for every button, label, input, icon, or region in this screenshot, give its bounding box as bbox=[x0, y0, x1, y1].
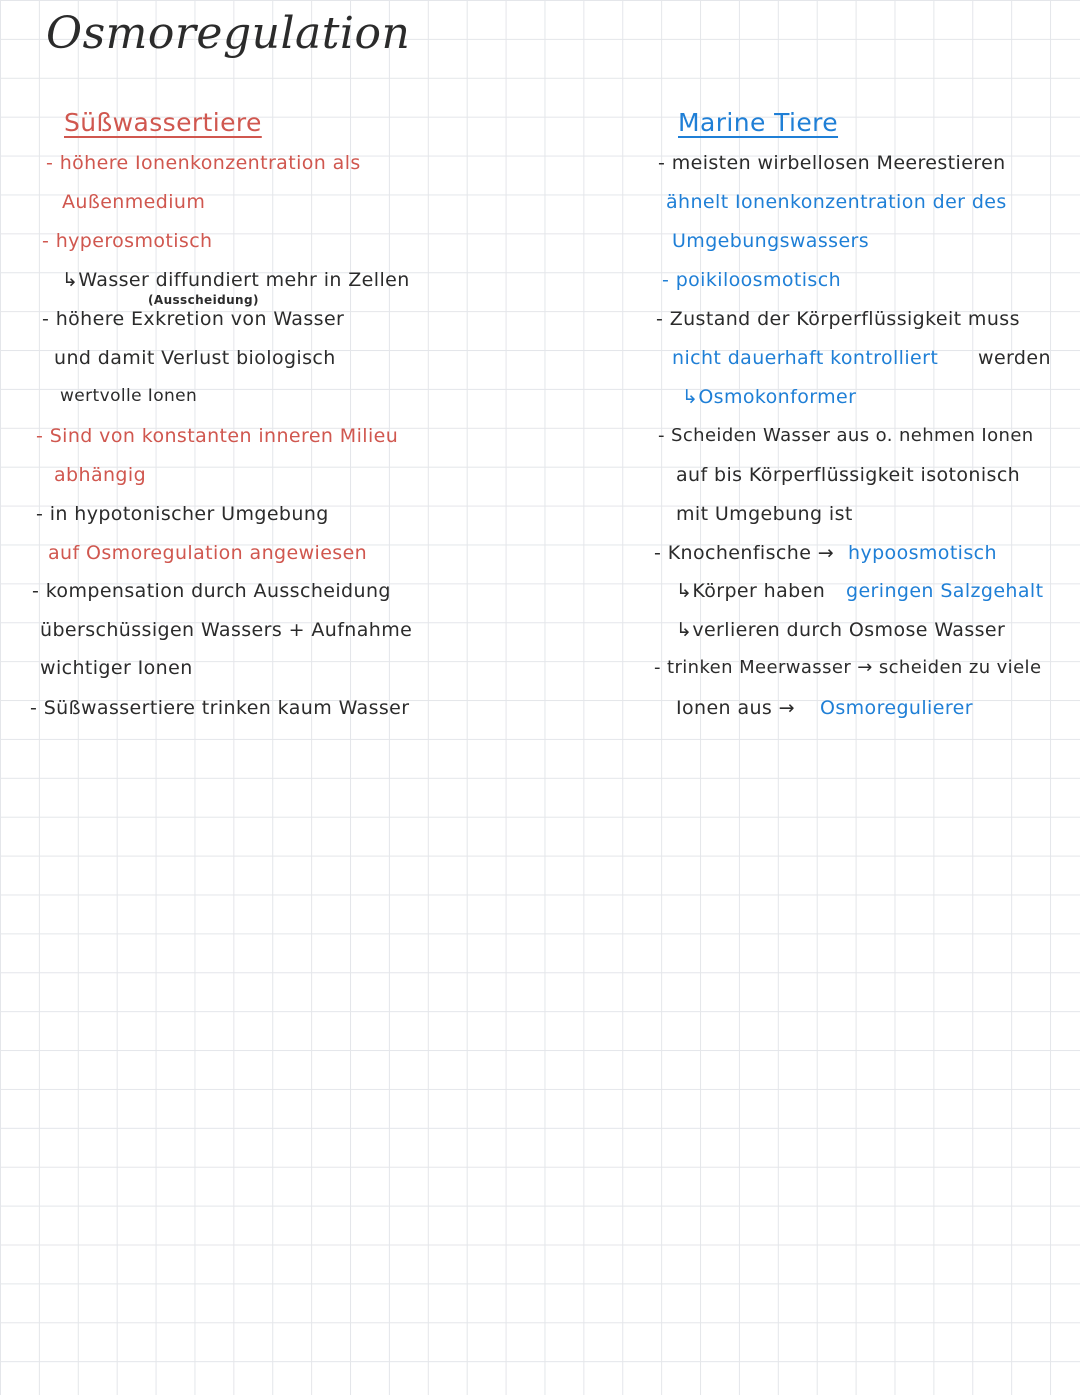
note-line: - höhere Exkretion von Wasser bbox=[42, 308, 345, 330]
note-line: überschüssigen Wassers + Aufnahme bbox=[40, 619, 413, 641]
note-line: Außenmedium bbox=[62, 191, 206, 213]
marine-heading: Marine Tiere bbox=[678, 108, 839, 137]
note-line: - meisten wirbellosen Meerestieren bbox=[658, 152, 1006, 174]
note-line: - hyperosmotisch bbox=[42, 230, 213, 252]
note-line: und damit Verlust biologisch bbox=[54, 347, 336, 369]
note-annotation: (Ausscheidung) bbox=[148, 293, 259, 307]
note-line: ↳Wasser diffundiert mehr in Zellen bbox=[62, 269, 410, 291]
note-line: Ionen aus → bbox=[676, 697, 795, 719]
note-line: hypoosmotisch bbox=[848, 542, 997, 564]
note-line: Umgebungswassers bbox=[672, 230, 870, 252]
note-line: - trinken Meerwasser → scheiden zu viele bbox=[654, 657, 1042, 678]
note-line: - Scheiden Wasser aus o. nehmen Ionen bbox=[658, 425, 1034, 446]
note-line: auf bis Körperflüssigkeit isotonisch bbox=[676, 464, 1021, 486]
note-line: abhängig bbox=[54, 464, 147, 486]
note-line: nicht dauerhaft kontrolliert bbox=[672, 347, 939, 369]
freshwater-heading: Süßwassertiere bbox=[64, 108, 262, 137]
note-line: wichtiger Ionen bbox=[40, 657, 193, 679]
note-line: - Sind von konstanten inneren Milieu bbox=[36, 425, 399, 447]
note-line: - Süßwassertiere trinken kaum Wasser bbox=[30, 697, 410, 719]
note-line: - in hypotonischer Umgebung bbox=[36, 503, 329, 525]
note-line: werden bbox=[978, 347, 1051, 369]
note-line: wertvolle Ionen bbox=[60, 386, 198, 406]
note-line: - kompensation durch Ausscheidung bbox=[32, 580, 391, 602]
note-line: - Knochenfische → bbox=[654, 542, 835, 564]
note-line: auf Osmoregulation angewiesen bbox=[48, 542, 368, 564]
note-line: ↳verlieren durch Osmose Wasser bbox=[676, 619, 1006, 641]
note-line: geringen Salzgehalt bbox=[846, 580, 1044, 602]
note-line: - Zustand der Körperflüssigkeit muss bbox=[656, 308, 1020, 330]
note-line: mit Umgebung ist bbox=[676, 503, 853, 525]
note-line: - höhere Ionenkonzentration als bbox=[46, 152, 361, 174]
note-line: Osmoregulierer bbox=[820, 697, 973, 719]
note-line: ↳Körper haben bbox=[676, 580, 826, 602]
page-title: Osmoregulation bbox=[46, 8, 411, 59]
note-line: ↳Osmokonformer bbox=[682, 386, 857, 408]
note-line: - poikiloosmotisch bbox=[662, 269, 842, 291]
note-line: ähnelt Ionenkonzentration der des bbox=[666, 191, 1007, 213]
